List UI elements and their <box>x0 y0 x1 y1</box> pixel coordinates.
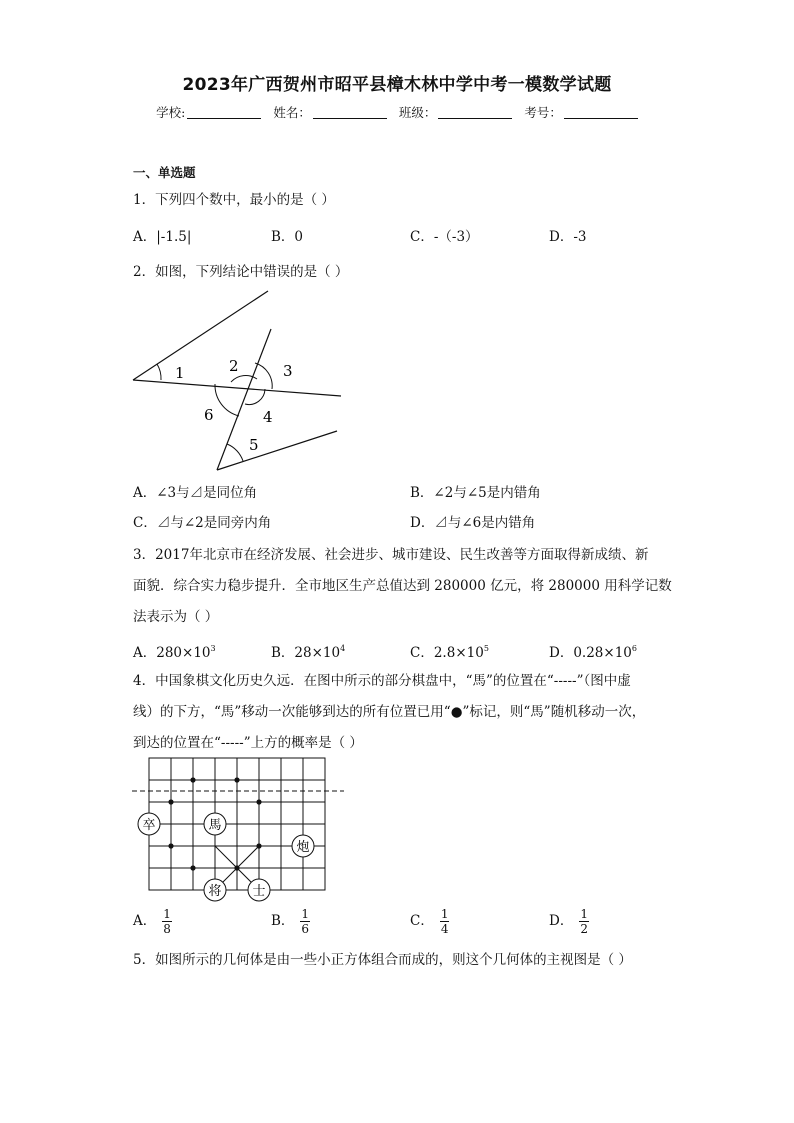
q3-stem-line-3: 法表示为（ ） <box>133 609 219 625</box>
arc-angle-1 <box>157 364 161 380</box>
marker-dot <box>256 843 261 848</box>
q1-option-c: C．-（-3） <box>410 229 479 245</box>
line-middle <box>133 380 341 396</box>
label-angle-5: 5 <box>249 436 259 454</box>
label-angle-1: 1 <box>175 364 185 382</box>
marker-dot <box>234 865 239 870</box>
info-field-class: 班级： <box>399 103 513 121</box>
svg-text:士: 士 <box>252 884 266 899</box>
q5-stem: 5．如图所示的几何体是由一些小正方体组合而成的，则这个几何体的主视图是（ ） <box>133 952 632 968</box>
fraction: $\frac{1}{8}$ <box>163 907 171 936</box>
arc-angle-3 <box>255 363 272 389</box>
marker-dot <box>168 843 173 848</box>
label-angle-2: 2 <box>229 357 239 375</box>
class-blank[interactable] <box>438 106 512 119</box>
fraction: $\frac{1}{6}$ <box>301 907 310 936</box>
q2-option-d: D．⊿与∠6是内错角 <box>410 515 536 531</box>
line-transversal <box>217 329 271 470</box>
q2-option-a: A．∠3与⊿是同位角 <box>133 485 258 501</box>
q1-stem: 1．下列四个数中，最小的是（ ） <box>133 192 335 208</box>
piece-advisor <box>248 879 270 901</box>
info-field-exam-number: 考号： <box>524 103 638 121</box>
info-field-school: 学校: <box>156 103 261 121</box>
q4-stem-line-1: 4．中国象棋文化历史久远．在图中所示的部分棋盘中，“馬”的位置在“-----”（图中虚 <box>133 673 631 689</box>
piece-horse <box>204 813 226 835</box>
label-angle-4: 4 <box>263 408 273 426</box>
q4-option-c: C． $\frac{1}{4}$ <box>410 907 449 936</box>
info-field-name: 姓名： <box>273 103 387 121</box>
q2-stem: 2．如图，下列结论中错误的是（ ） <box>133 264 349 280</box>
student-info-row <box>0 103 794 121</box>
marker-dot <box>256 799 261 804</box>
q3-stem-line-2: 面貌．综合实力稳步提升．全市地区生产总值达到 280000 亿元，将 280000 用科学记数 <box>133 578 672 594</box>
piece-soldier <box>138 813 160 835</box>
q1-option-a: A．|-1.5| <box>133 229 192 245</box>
q2-option-c: C．⊿与∠2是同旁内角 <box>133 515 272 531</box>
exam-title: 2023年广西贺州市昭平县樟木林中学中考一模数学试题 <box>182 75 612 95</box>
arc-angle-5 <box>227 444 243 461</box>
q4-chessboard-figure <box>130 755 350 905</box>
q3-option-a: A．$280\times 10^3$ <box>133 644 216 661</box>
section-heading: 一、单选题 <box>133 165 196 180</box>
piece-cannon <box>292 835 314 857</box>
q4-option-b: B． $\frac{1}{6}$ <box>271 907 310 936</box>
svg-text:馬: 馬 <box>208 818 222 833</box>
label-angle-3: 3 <box>283 362 293 380</box>
line-top <box>133 291 268 380</box>
q3-stem-line-1: 3．2017年北京市在经济发展、社会进步、城市建设、民生改善等方面取得新成绩、新 <box>133 547 649 563</box>
marker-dot <box>234 777 239 782</box>
q2-option-b: B．∠2与∠5是内错角 <box>410 485 541 501</box>
q2-angle-figure <box>125 285 355 480</box>
q4-stem-line-2: 线）的下方，“馬”移动一次能够到达的所有位置已用“●”标记，则“馬”随机移动一次， <box>133 704 646 720</box>
q3-option-b: B．$28\times 10^4$ <box>271 644 346 661</box>
marker-dot <box>190 865 195 870</box>
svg-text:将: 将 <box>208 884 222 899</box>
svg-text:卒: 卒 <box>142 818 156 833</box>
arc-angle-2 <box>231 376 257 382</box>
q3-option-d: D．$0.28\times 10^6$ <box>549 644 637 661</box>
school-blank[interactable] <box>187 106 261 119</box>
line-bottom <box>217 431 337 470</box>
marker-dot <box>168 799 173 804</box>
q3-option-c: C．$2.8\times 10^5$ <box>410 644 489 661</box>
arc-angle-6 <box>215 384 239 416</box>
arc-angle-4 <box>245 389 265 405</box>
piece-general <box>204 879 226 901</box>
q4-option-d: D． $\frac{1}{2}$ <box>549 907 588 936</box>
exam-number-blank[interactable] <box>564 106 638 119</box>
svg-text:炮: 炮 <box>296 840 310 855</box>
q4-option-a: A． $\frac{1}{8}$ <box>133 907 171 936</box>
label-angle-6: 6 <box>204 406 214 424</box>
q1-option-b: B．0 <box>271 229 304 245</box>
q4-stem-line-3: 到达的位置在“-----”上方的概率是（ ） <box>133 735 363 751</box>
fraction: $\frac{1}{4}$ <box>440 907 449 936</box>
fraction: $\frac{1}{2}$ <box>580 907 588 936</box>
name-blank[interactable] <box>313 106 387 119</box>
marker-dot <box>190 777 195 782</box>
q1-option-d: D．-3 <box>549 229 587 245</box>
